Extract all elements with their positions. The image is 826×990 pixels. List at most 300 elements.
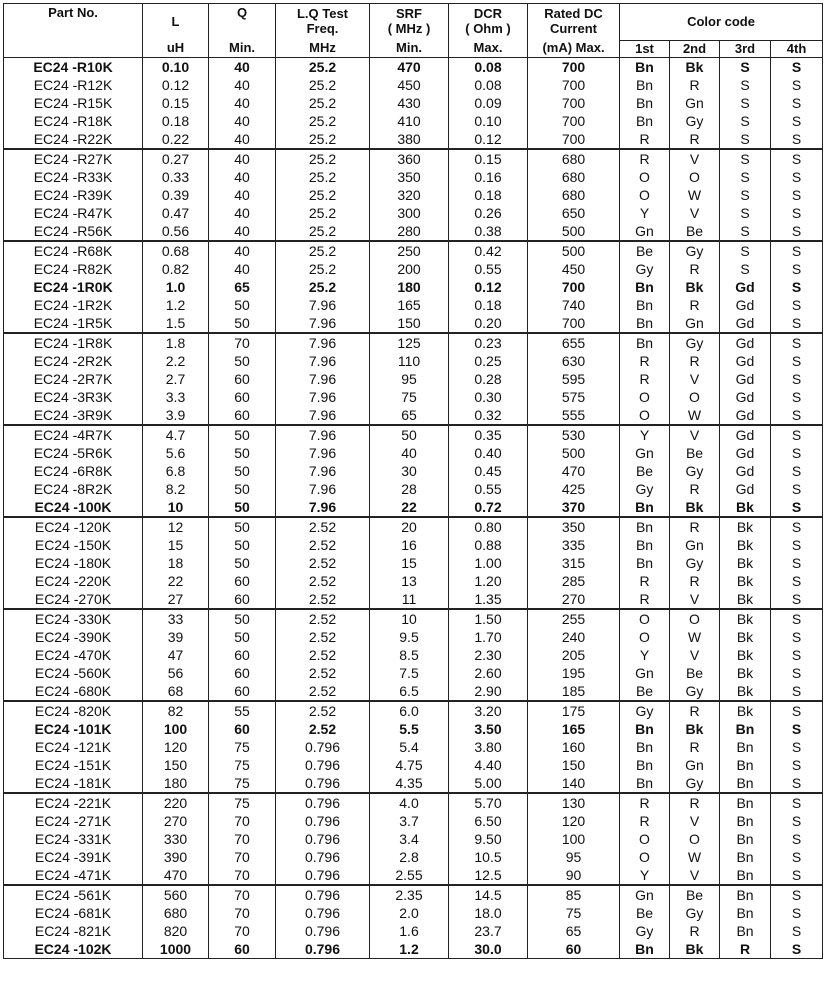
lq-test-freq-cell: 7.96: [276, 352, 370, 370]
inductance-cell: 39: [143, 628, 209, 646]
color-band-4th-cell: S: [771, 664, 823, 682]
part-number-cell: EC24 -R33K: [4, 168, 143, 186]
color-band-2nd-cell: Gn: [670, 756, 720, 774]
lq-test-freq-cell: 0.796: [276, 848, 370, 866]
dcr-max-cell: 0.12: [449, 278, 528, 296]
inductance-cell: 56: [143, 664, 209, 682]
inductance-cell: 0.22: [143, 130, 209, 149]
q-min-cell: 75: [209, 756, 276, 774]
inductance-cell: 2.7: [143, 370, 209, 388]
color-band-3rd-cell: Bk: [720, 536, 771, 554]
table-row: [4, 480, 823, 498]
lq-test-freq-cell: 0.796: [276, 940, 370, 959]
table-row: [4, 572, 823, 590]
part-number-cell: EC24 -470K: [4, 646, 143, 664]
color-band-3rd-cell: Bn: [720, 922, 771, 940]
color-band-1st-cell: Bn: [620, 76, 670, 94]
color-band-1st-cell: Be: [620, 462, 670, 480]
lq-test-freq-cell: 0.796: [276, 904, 370, 922]
rated-current-cell: 175: [528, 701, 620, 720]
rated-current-cell: 575: [528, 388, 620, 406]
inductance-cell: 6.8: [143, 462, 209, 480]
lq-test-freq-cell: 2.52: [276, 609, 370, 628]
lq-test-freq-cell: 7.96: [276, 480, 370, 498]
color-band-1st-cell: Y: [620, 646, 670, 664]
color-band-4th-cell: S: [771, 112, 823, 130]
part-number-cell: EC24 -R47K: [4, 204, 143, 222]
q-min-cell: 65: [209, 278, 276, 296]
color-band-4th-cell: S: [771, 149, 823, 168]
header-l: L: [143, 4, 209, 41]
table-body: [4, 57, 823, 958]
part-number-cell: EC24 -820K: [4, 701, 143, 720]
table-row: [4, 498, 823, 517]
table-row: [4, 590, 823, 609]
color-band-1st-cell: Bn: [620, 536, 670, 554]
srf-min-cell: 11: [370, 590, 449, 609]
inductance-cell: 1.2: [143, 296, 209, 314]
q-min-cell: 40: [209, 260, 276, 278]
color-band-1st-cell: O: [620, 628, 670, 646]
rated-current-cell: 120: [528, 812, 620, 830]
color-band-2nd-cell: W: [670, 628, 720, 646]
color-band-2nd-cell: R: [670, 517, 720, 536]
rated-current-cell: 700: [528, 112, 620, 130]
part-number-cell: EC24 -121K: [4, 738, 143, 756]
color-band-1st-cell: Bn: [620, 498, 670, 517]
header-rated-line2: Current: [550, 21, 597, 36]
q-min-cell: 50: [209, 425, 276, 444]
q-min-cell: 50: [209, 628, 276, 646]
table-row: [4, 57, 823, 76]
color-band-2nd-cell: Bk: [670, 57, 720, 76]
q-min-cell: 50: [209, 536, 276, 554]
color-band-3rd-cell: Bn: [720, 738, 771, 756]
rated-current-cell: 630: [528, 352, 620, 370]
rated-current-cell: 100: [528, 830, 620, 848]
inductance-cell: 1000: [143, 940, 209, 959]
table-row: [4, 701, 823, 720]
table-row: [4, 536, 823, 554]
table-row: [4, 738, 823, 756]
color-band-1st-cell: Y: [620, 204, 670, 222]
color-band-2nd-cell: R: [670, 352, 720, 370]
color-band-2nd-cell: Gn: [670, 94, 720, 112]
rated-current-cell: 85: [528, 885, 620, 904]
srf-min-cell: 8.5: [370, 646, 449, 664]
color-band-3rd-cell: S: [720, 57, 771, 76]
color-band-3rd-cell: Gd: [720, 480, 771, 498]
color-band-3rd-cell: Gd: [720, 314, 771, 333]
q-min-cell: 50: [209, 498, 276, 517]
dcr-max-cell: 1.20: [449, 572, 528, 590]
dcr-max-cell: 0.55: [449, 260, 528, 278]
q-min-cell: 55: [209, 701, 276, 720]
q-min-cell: 70: [209, 830, 276, 848]
part-number-cell: EC24 -102K: [4, 940, 143, 959]
lq-test-freq-cell: 25.2: [276, 130, 370, 149]
inductance-cell: 4.7: [143, 425, 209, 444]
inductance-cell: 10: [143, 498, 209, 517]
dcr-max-cell: 0.08: [449, 57, 528, 76]
dcr-max-cell: 10.5: [449, 848, 528, 866]
color-band-1st-cell: Bn: [620, 738, 670, 756]
color-band-3rd-cell: S: [720, 112, 771, 130]
part-number-cell: EC24 -561K: [4, 885, 143, 904]
part-number-cell: EC24 -4R7K: [4, 425, 143, 444]
part-number-cell: EC24 -151K: [4, 756, 143, 774]
part-number-cell: EC24 -R39K: [4, 186, 143, 204]
color-band-2nd-cell: R: [670, 260, 720, 278]
rated-current-cell: 90: [528, 866, 620, 885]
part-number-cell: EC24 -1R2K: [4, 296, 143, 314]
color-band-3rd-cell: S: [720, 260, 771, 278]
lq-test-freq-cell: 0.796: [276, 756, 370, 774]
rated-current-cell: 700: [528, 130, 620, 149]
inductance-cell: 68: [143, 682, 209, 701]
color-band-4th-cell: S: [771, 260, 823, 278]
q-min-cell: 50: [209, 554, 276, 572]
color-band-3rd-cell: S: [720, 186, 771, 204]
table-row: [4, 866, 823, 885]
spec-table-container: [3, 3, 823, 959]
color-band-1st-cell: Gy: [620, 922, 670, 940]
part-number-cell: EC24 -2R7K: [4, 370, 143, 388]
part-number-cell: EC24 -R18K: [4, 112, 143, 130]
dcr-max-cell: 6.50: [449, 812, 528, 830]
rated-current-cell: 165: [528, 720, 620, 738]
inductance-cell: 1.0: [143, 278, 209, 296]
q-min-cell: 40: [209, 222, 276, 241]
part-number-cell: EC24 -390K: [4, 628, 143, 646]
color-band-3rd-cell: Bk: [720, 554, 771, 572]
srf-min-cell: 350: [370, 168, 449, 186]
dcr-max-cell: 0.18: [449, 186, 528, 204]
q-min-cell: 40: [209, 76, 276, 94]
color-band-4th-cell: S: [771, 168, 823, 186]
color-band-2nd-cell: Gy: [670, 462, 720, 480]
color-band-3rd-cell: Gd: [720, 406, 771, 425]
q-min-cell: 70: [209, 333, 276, 352]
header-q: Q: [209, 4, 276, 41]
srf-min-cell: 5.4: [370, 738, 449, 756]
color-band-4th-cell: S: [771, 76, 823, 94]
color-band-3rd-cell: S: [720, 149, 771, 168]
color-band-4th-cell: S: [771, 388, 823, 406]
color-band-4th-cell: S: [771, 406, 823, 425]
srf-min-cell: 3.4: [370, 830, 449, 848]
srf-min-cell: 410: [370, 112, 449, 130]
dcr-max-cell: 0.08: [449, 76, 528, 94]
srf-min-cell: 1.2: [370, 940, 449, 959]
part-number-cell: EC24 -1R8K: [4, 333, 143, 352]
dcr-max-cell: 5.70: [449, 793, 528, 812]
color-band-4th-cell: S: [771, 940, 823, 959]
color-band-3rd-cell: Bk: [720, 517, 771, 536]
color-band-2nd-cell: W: [670, 186, 720, 204]
rated-current-cell: 450: [528, 260, 620, 278]
table-row: [4, 793, 823, 812]
color-band-4th-cell: S: [771, 278, 823, 296]
inductance-cell: 180: [143, 774, 209, 793]
color-band-1st-cell: Gn: [620, 444, 670, 462]
color-band-1st-cell: Bn: [620, 314, 670, 333]
color-band-3rd-cell: R: [720, 940, 771, 959]
rated-current-cell: 65: [528, 922, 620, 940]
lq-test-freq-cell: 7.96: [276, 370, 370, 388]
rated-current-cell: 205: [528, 646, 620, 664]
color-band-3rd-cell: Bk: [720, 572, 771, 590]
q-min-cell: 40: [209, 149, 276, 168]
color-band-1st-cell: Y: [620, 866, 670, 885]
color-band-2nd-cell: O: [670, 609, 720, 628]
inductance-cell: 0.12: [143, 76, 209, 94]
header-l-unit: uH: [143, 40, 209, 57]
color-band-2nd-cell: V: [670, 149, 720, 168]
table-row: [4, 646, 823, 664]
header-lq-line1: L.Q Test: [296, 6, 349, 21]
color-band-4th-cell: S: [771, 204, 823, 222]
table-header: [4, 4, 823, 58]
part-number-cell: EC24 -391K: [4, 848, 143, 866]
rated-current-cell: 700: [528, 76, 620, 94]
color-band-2nd-cell: Be: [670, 885, 720, 904]
table-row: [4, 314, 823, 333]
color-band-1st-cell: Bn: [620, 940, 670, 959]
lq-test-freq-cell: 25.2: [276, 186, 370, 204]
inductance-cell: 470: [143, 866, 209, 885]
part-number-cell: EC24 -150K: [4, 536, 143, 554]
color-band-1st-cell: Bn: [620, 517, 670, 536]
dcr-max-cell: 0.42: [449, 241, 528, 260]
part-number-cell: EC24 -R82K: [4, 260, 143, 278]
part-number-cell: EC24 -120K: [4, 517, 143, 536]
table-row: [4, 370, 823, 388]
inductance-cell: 270: [143, 812, 209, 830]
color-band-4th-cell: S: [771, 536, 823, 554]
color-band-2nd-cell: Gy: [670, 904, 720, 922]
srf-min-cell: 4.35: [370, 774, 449, 793]
rated-current-cell: 335: [528, 536, 620, 554]
lq-test-freq-cell: 7.96: [276, 388, 370, 406]
rated-current-cell: 500: [528, 444, 620, 462]
color-band-2nd-cell: V: [670, 590, 720, 609]
color-band-3rd-cell: Bn: [720, 904, 771, 922]
inductance-cell: 0.47: [143, 204, 209, 222]
color-band-4th-cell: S: [771, 444, 823, 462]
inductance-cell: 0.18: [143, 112, 209, 130]
color-band-3rd-cell: Bn: [720, 720, 771, 738]
color-band-2nd-cell: Bk: [670, 278, 720, 296]
part-number-cell: EC24 -681K: [4, 904, 143, 922]
part-number-cell: EC24 -R56K: [4, 222, 143, 241]
table-row: [4, 186, 823, 204]
table-row: [4, 296, 823, 314]
table-row: [4, 76, 823, 94]
rated-current-cell: 160: [528, 738, 620, 756]
rated-current-cell: 500: [528, 222, 620, 241]
table-row: [4, 352, 823, 370]
lq-test-freq-cell: 0.796: [276, 738, 370, 756]
inductance-cell: 1.8: [143, 333, 209, 352]
dcr-max-cell: 0.88: [449, 536, 528, 554]
inductance-cell: 100: [143, 720, 209, 738]
rated-current-cell: 700: [528, 57, 620, 76]
srf-min-cell: 200: [370, 260, 449, 278]
dcr-max-cell: 0.15: [449, 149, 528, 168]
color-band-4th-cell: S: [771, 590, 823, 609]
lq-test-freq-cell: 0.796: [276, 793, 370, 812]
table-row: [4, 149, 823, 168]
part-number-cell: EC24 -1R5K: [4, 314, 143, 333]
lq-test-freq-cell: 25.2: [276, 94, 370, 112]
lq-test-freq-cell: 2.52: [276, 517, 370, 536]
color-band-3rd-cell: Gd: [720, 333, 771, 352]
color-band-4th-cell: S: [771, 720, 823, 738]
color-band-4th-cell: S: [771, 425, 823, 444]
color-band-3rd-cell: S: [720, 130, 771, 149]
q-min-cell: 60: [209, 388, 276, 406]
rated-current-cell: 700: [528, 278, 620, 296]
lq-test-freq-cell: 7.96: [276, 462, 370, 480]
color-band-2nd-cell: R: [670, 793, 720, 812]
table-row: [4, 222, 823, 241]
rated-current-cell: 595: [528, 370, 620, 388]
q-min-cell: 40: [209, 168, 276, 186]
table-row: [4, 278, 823, 296]
dcr-max-cell: 0.20: [449, 314, 528, 333]
srf-min-cell: 2.8: [370, 848, 449, 866]
q-min-cell: 70: [209, 885, 276, 904]
table-row: [4, 94, 823, 112]
part-number-cell: EC24 -8R2K: [4, 480, 143, 498]
table-row: [4, 112, 823, 130]
color-band-4th-cell: S: [771, 554, 823, 572]
color-band-4th-cell: S: [771, 241, 823, 260]
color-band-4th-cell: S: [771, 701, 823, 720]
lq-test-freq-cell: 7.96: [276, 296, 370, 314]
lq-test-freq-cell: 7.96: [276, 314, 370, 333]
dcr-max-cell: 30.0: [449, 940, 528, 959]
dcr-max-cell: 2.60: [449, 664, 528, 682]
color-band-3rd-cell: S: [720, 241, 771, 260]
color-band-3rd-cell: Bk: [720, 646, 771, 664]
table-row: [4, 885, 823, 904]
rated-current-cell: 680: [528, 186, 620, 204]
color-band-3rd-cell: Bk: [720, 498, 771, 517]
srf-min-cell: 9.5: [370, 628, 449, 646]
color-band-3rd-cell: S: [720, 76, 771, 94]
q-min-cell: 50: [209, 444, 276, 462]
srf-min-cell: 6.0: [370, 701, 449, 720]
part-number-cell: EC24 -680K: [4, 682, 143, 701]
color-band-4th-cell: S: [771, 756, 823, 774]
color-band-4th-cell: S: [771, 57, 823, 76]
color-band-2nd-cell: Gy: [670, 774, 720, 793]
color-band-1st-cell: Bn: [620, 756, 670, 774]
lq-test-freq-cell: 2.52: [276, 682, 370, 701]
table-row: [4, 812, 823, 830]
table-row: [4, 241, 823, 260]
inductance-cell: 27: [143, 590, 209, 609]
color-band-3rd-cell: S: [720, 204, 771, 222]
color-band-1st-cell: Bn: [620, 57, 670, 76]
lq-test-freq-cell: 25.2: [276, 149, 370, 168]
color-band-2nd-cell: Be: [670, 444, 720, 462]
q-min-cell: 50: [209, 609, 276, 628]
srf-min-cell: 430: [370, 94, 449, 112]
srf-min-cell: 75: [370, 388, 449, 406]
part-number-cell: EC24 -471K: [4, 866, 143, 885]
color-band-3rd-cell: Bn: [720, 866, 771, 885]
inductance-cell: 820: [143, 922, 209, 940]
color-band-1st-cell: Gy: [620, 260, 670, 278]
color-band-3rd-cell: Gd: [720, 388, 771, 406]
color-band-2nd-cell: Gy: [670, 333, 720, 352]
color-band-1st-cell: Be: [620, 904, 670, 922]
color-band-2nd-cell: Bk: [670, 498, 720, 517]
lq-test-freq-cell: 2.52: [276, 664, 370, 682]
lq-test-freq-cell: 2.52: [276, 628, 370, 646]
color-band-3rd-cell: Bn: [720, 793, 771, 812]
dcr-max-cell: 18.0: [449, 904, 528, 922]
part-number-cell: EC24 -821K: [4, 922, 143, 940]
rated-current-cell: 650: [528, 204, 620, 222]
dcr-max-cell: 0.10: [449, 112, 528, 130]
q-min-cell: 60: [209, 940, 276, 959]
rated-current-cell: 185: [528, 682, 620, 701]
color-band-1st-cell: Bn: [620, 112, 670, 130]
q-min-cell: 40: [209, 204, 276, 222]
table-row: [4, 333, 823, 352]
color-band-1st-cell: R: [620, 590, 670, 609]
color-band-3rd-cell: Gd: [720, 352, 771, 370]
inductance-cell: 82: [143, 701, 209, 720]
part-number-cell: EC24 -R68K: [4, 241, 143, 260]
srf-min-cell: 165: [370, 296, 449, 314]
part-number-cell: EC24 -180K: [4, 554, 143, 572]
color-band-1st-cell: O: [620, 848, 670, 866]
q-min-cell: 75: [209, 774, 276, 793]
dcr-max-cell: 0.45: [449, 462, 528, 480]
color-band-1st-cell: Gn: [620, 222, 670, 241]
rated-current-cell: 555: [528, 406, 620, 425]
inductance-cell: 390: [143, 848, 209, 866]
color-band-3rd-cell: S: [720, 222, 771, 241]
color-band-4th-cell: S: [771, 94, 823, 112]
color-band-2nd-cell: R: [670, 922, 720, 940]
part-number-cell: EC24 -1R0K: [4, 278, 143, 296]
color-band-2nd-cell: R: [670, 296, 720, 314]
table-row: [4, 682, 823, 701]
lq-test-freq-cell: 2.52: [276, 572, 370, 590]
color-band-4th-cell: S: [771, 885, 823, 904]
q-min-cell: 50: [209, 296, 276, 314]
rated-current-cell: 315: [528, 554, 620, 572]
header-rated-line1: Rated DC: [544, 6, 603, 21]
q-min-cell: 60: [209, 646, 276, 664]
inductance-cell: 5.6: [143, 444, 209, 462]
srf-min-cell: 320: [370, 186, 449, 204]
q-min-cell: 40: [209, 130, 276, 149]
lq-test-freq-cell: 7.96: [276, 425, 370, 444]
rated-current-cell: 285: [528, 572, 620, 590]
color-band-2nd-cell: O: [670, 388, 720, 406]
q-min-cell: 70: [209, 848, 276, 866]
color-band-3rd-cell: Bk: [720, 628, 771, 646]
rated-current-cell: 470: [528, 462, 620, 480]
header-rated-current: [528, 4, 620, 41]
